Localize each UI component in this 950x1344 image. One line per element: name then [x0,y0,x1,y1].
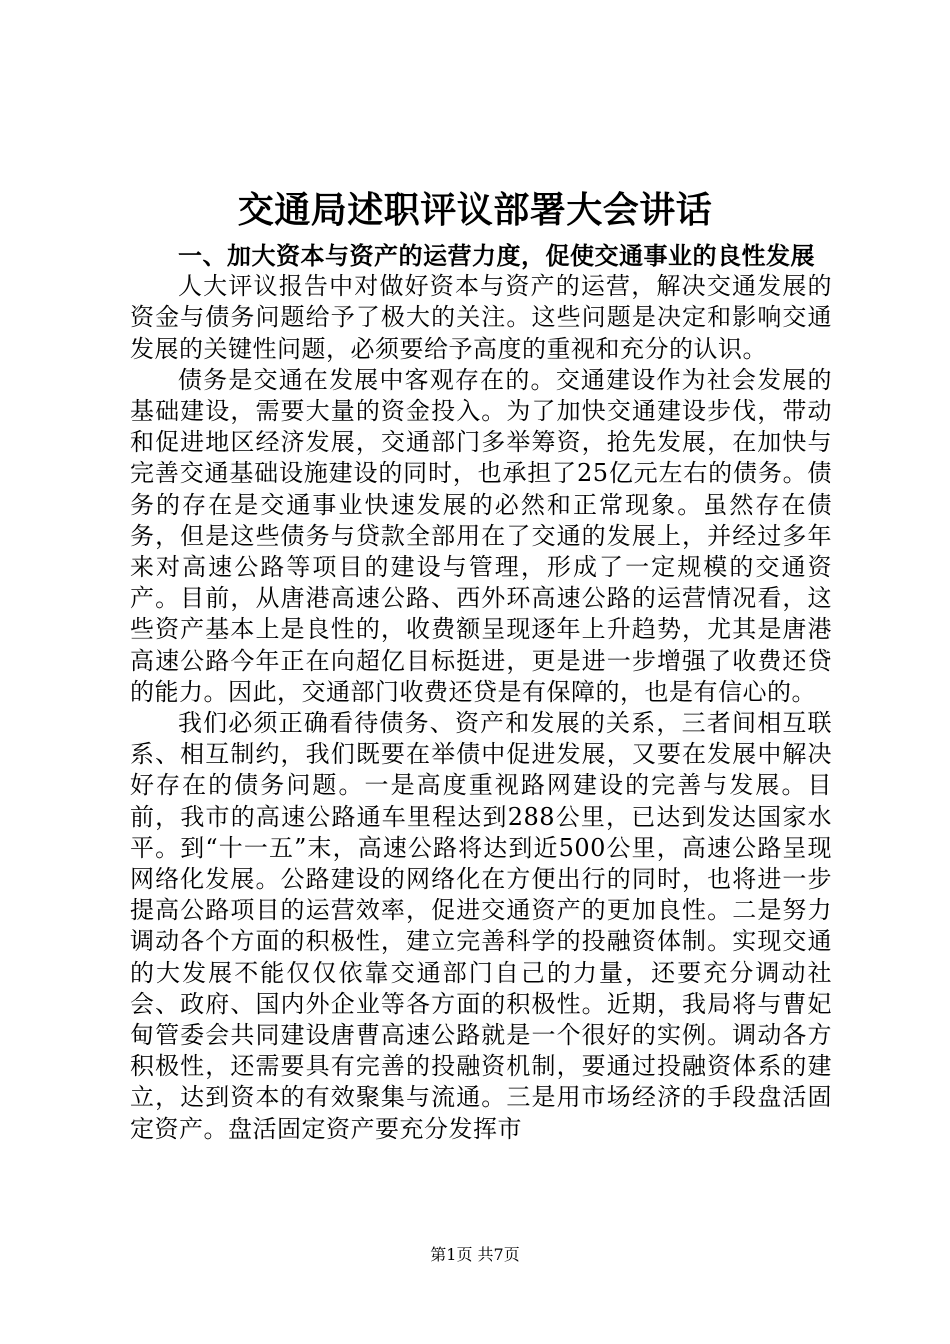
document-title: 交通局述职评议部署大会讲话 [237,189,713,231]
paragraph-3: 我们必须正确看待债务、资产和发展的关系，三者间相互联系、相互制约，我们既要在举债中促进发展，又要在发展中解决好存在的债务问题。一是高度重视路网建设的完善与发展。目前，我市的高速公路通车里程达到288公里，已达到发达国家水平。到“十一五”末，高速公路将达到近500公里，高速公路呈现网络化发展。公路建设的网络化在方便出行的同时，也将进一步提高公路项目的运营效率，促进交通资产的更加良性。二是努力调动各个方面的积极性，建立完善科学的投融资体制。实现交通的大发展不能仅仅依靠交通部门自己的力量，还要充分调动社会、政府、国内外企业等各方面的积极性。近期，我局将与曹妃甸管委会共同建设唐曹高速公路就是一个很好的实例。调动各方积极性，还需要具有完善的投融资机制，要通过投融资体系的建立，达到资本的有效聚集与流通。三是用市场经济的手段盘活固定资产。盘活固定资产要充分发挥市 [130,709,832,1143]
document-body [130,240,832,1145]
section-heading: 一、加大资本与资产的运营力度，促使交通事业的良性发展 [178,241,815,270]
paragraph-2: 债务是交通在发展中客观存在的。交通建设作为社会发展的基础建设，需要大量的资金投入。为了加快交通建设步伐，带动和促进地区经济发展，交通部门多举筹资，抢先发展，在加快与完善交通基础设施建设的同时，也承担了25亿元左右的债务。债务的存在是交通事业快速发展的必然和正常现象。虽然存在债务，但是这些债务与贷款全部用在了交通的发展上，并经过多年来对高速公路等项目的建设与管理，形成了一定规模的交通资产。目前，从唐港高速公路、西外环高速公路的运营情况看，这些资产基本上是良性的，收费额呈现逐年上升趋势，尤其是唐港高速公路今年正在向超亿目标挺进，更是进一步增强了收费还贷的能力。因此，交通部门收费还贷是有保障的，也是有信心的。 [130,365,832,706]
page-number-footer: 第1页 共7页 [430,1245,520,1264]
paragraph-1: 人大评议报告中对做好资本与资产的运营，解决交通发展的资金与债务问题给予了极大的关注。这些问题是决定和影响交通发展的关键性问题，必须要给予高度的重视和充分的认识。 [130,272,832,363]
